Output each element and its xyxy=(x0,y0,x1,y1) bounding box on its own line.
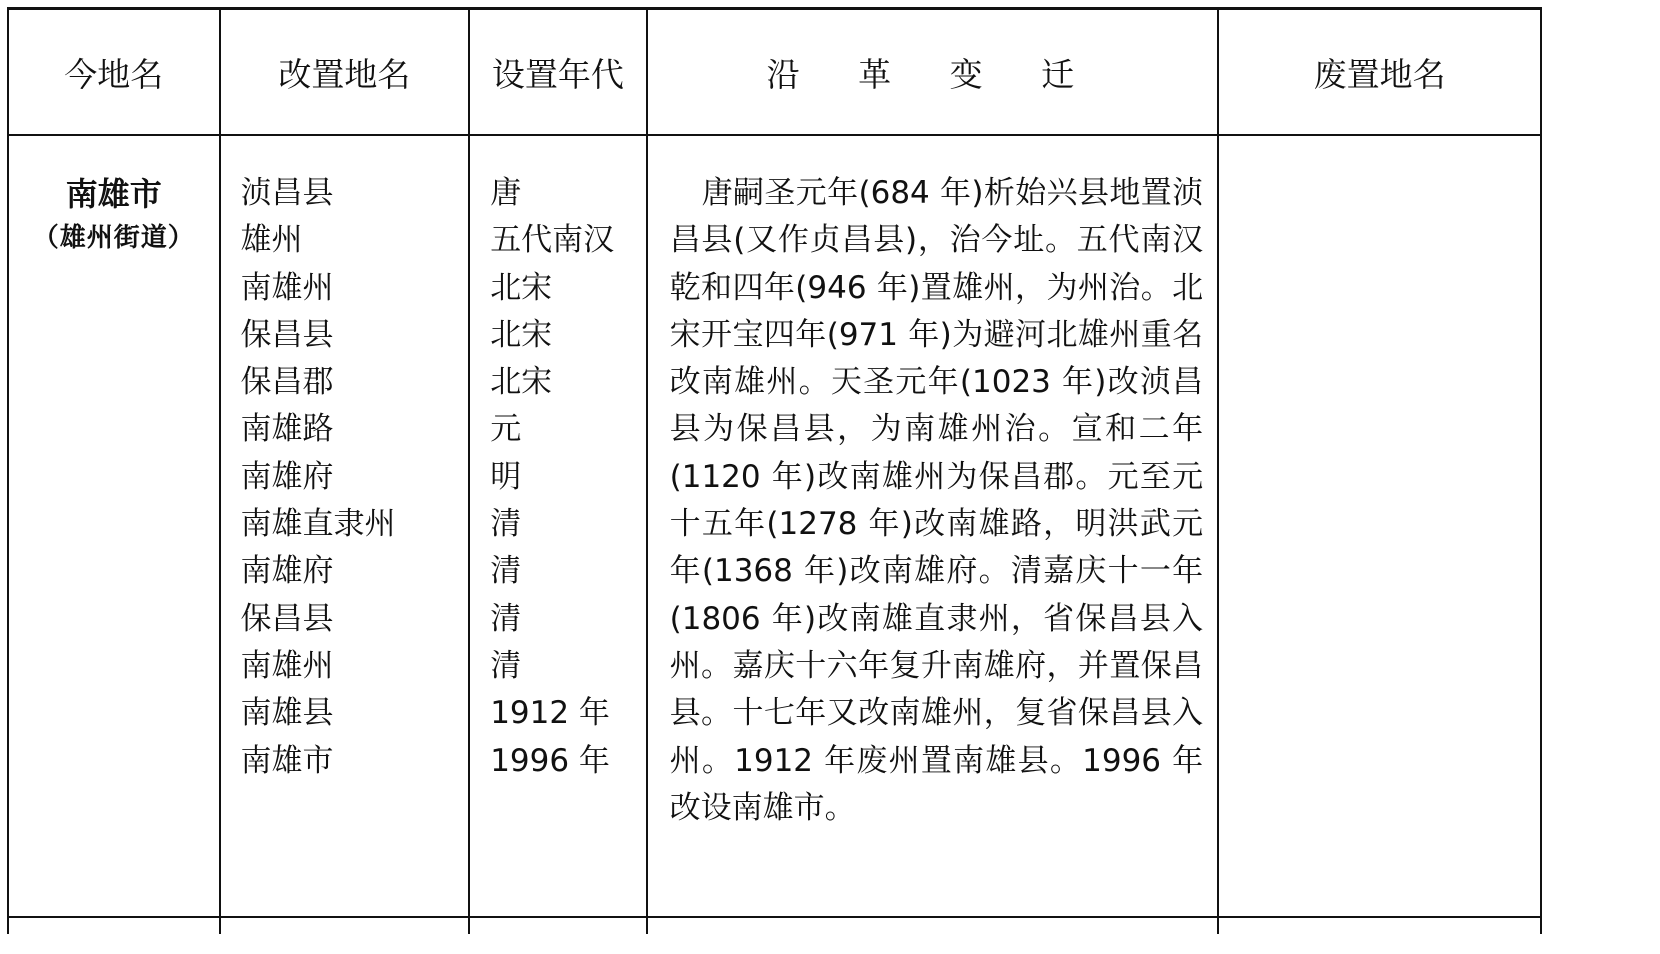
renamed-name-cell xyxy=(220,135,470,917)
header-current-name: 今地名 xyxy=(8,9,220,136)
year-established-item: 元 xyxy=(490,411,522,448)
continuation-cell-1 xyxy=(8,917,220,934)
header-renamed-name: 改置地名 xyxy=(220,9,470,136)
continuation-cell-4 xyxy=(647,917,1218,934)
history-text: 唐嗣圣元年(684 年)析始兴县地置浈昌县(又作贞昌县)，治今址。五代南汉乾和四年(946 年)置雄州，为州治。北宋开宝四年(971 年)为避河北雄州重名改南雄州。天圣元年(1023 年)改浈昌县为保昌县，为南雄州治。宣和二年(1120 年)改南雄州为保昌郡。元至元十五年(1278 年)改南雄路，明洪武元年(1368 年)改南雄府。清嘉庆十一年(1806 年)改南雄直隶州，省保昌县入州。嘉庆十六年复升南雄府，并置保昌县。十七年又改南雄州，复省保昌县入州。1912 年废州置南雄县。1996 年改设南雄市。 xyxy=(669,175,1204,826)
year-established-item: 清 xyxy=(490,553,522,590)
renamed-name-item: 南雄州 xyxy=(240,269,334,306)
renamed-name-item: 雄州 xyxy=(240,222,303,259)
renamed-name-list xyxy=(221,170,469,785)
continuation-cell-3 xyxy=(469,917,646,934)
table-row xyxy=(8,135,1541,917)
year-established-list xyxy=(470,170,645,785)
current-subdistrict: （雄州街道） xyxy=(32,223,195,253)
year-established-item: 五代南汉 xyxy=(490,222,615,259)
renamed-name-item: 南雄州 xyxy=(240,647,334,684)
table-row-continuation xyxy=(8,917,1541,934)
renamed-name-item: 保昌县 xyxy=(240,600,334,637)
year-established-item: 北宋 xyxy=(490,316,553,353)
year-established-item: 1912 年 xyxy=(490,695,610,732)
current-name-cell xyxy=(8,135,220,917)
year-established-item: 北宋 xyxy=(490,364,553,401)
year-established-item: 清 xyxy=(490,506,522,543)
renamed-name-item: 保昌郡 xyxy=(240,364,334,401)
table-body xyxy=(8,135,1541,934)
year-established-item: 明 xyxy=(490,458,522,495)
year-established-item: 唐 xyxy=(490,175,522,211)
renamed-name-item: 南雄市 xyxy=(240,742,334,779)
abolished-name-cell xyxy=(1218,135,1541,917)
renamed-name-item: 南雄府 xyxy=(240,458,334,495)
place-name-table xyxy=(7,7,1542,934)
renamed-name-item: 南雄路 xyxy=(240,411,334,448)
continuation-cell-5 xyxy=(1218,917,1541,934)
renamed-name-item: 南雄府 xyxy=(240,553,334,590)
year-established-item: 1996 年 xyxy=(490,742,610,779)
renamed-name-item: 南雄直隶州 xyxy=(240,506,396,543)
header-abolished-name: 废置地名 xyxy=(1218,9,1541,136)
renamed-name-item: 南雄县 xyxy=(240,695,334,732)
year-established-item: 清 xyxy=(490,600,522,637)
header-history: 沿 革 变 迁 xyxy=(647,9,1218,136)
year-established-item: 北宋 xyxy=(490,269,553,306)
header-row xyxy=(8,9,1541,136)
current-name: 南雄市 xyxy=(65,175,162,213)
history-cell xyxy=(647,135,1218,917)
renamed-name-item: 浈昌县 xyxy=(240,175,334,211)
renamed-name-item: 保昌县 xyxy=(240,316,334,353)
header-year-established: 设置年代 xyxy=(469,9,646,136)
year-established-cell xyxy=(469,135,646,917)
year-established-item: 清 xyxy=(490,647,522,684)
continuation-cell-2 xyxy=(220,917,470,934)
table-header xyxy=(8,9,1541,136)
